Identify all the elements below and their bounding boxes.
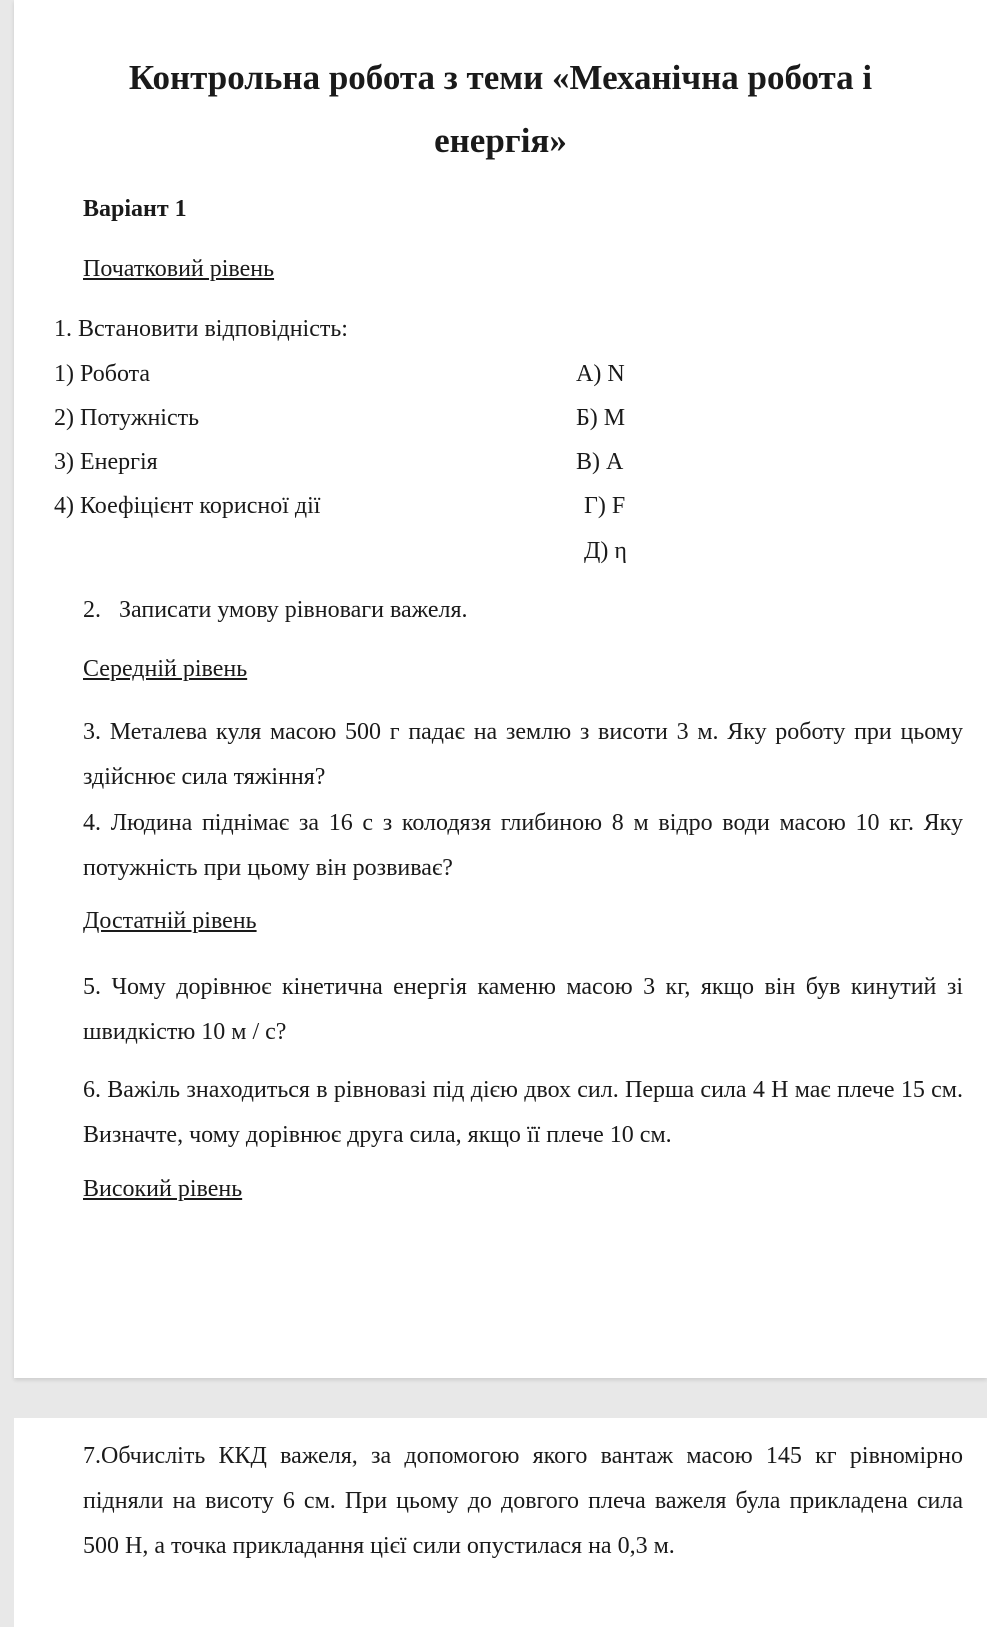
q1-prompt: 1. Встановити відповідність: bbox=[54, 316, 348, 342]
title-line-2: енергія» bbox=[434, 121, 567, 160]
q1-right-item: Д) η bbox=[584, 538, 627, 564]
q1-left-item: 1) Робота bbox=[54, 361, 151, 387]
q1-right-item: А) N bbox=[576, 361, 625, 387]
level-medium: Середній рівень bbox=[83, 656, 248, 682]
question-5: 5. Чому дорівнює кінетична енергія каменю масою 3 кг, якщо він був кинутий зі швидкістю 10 м / с? bbox=[83, 974, 963, 1045]
q1-right-item: В) A bbox=[576, 449, 624, 475]
q1-right-item: Г) F bbox=[584, 493, 626, 519]
q1-left-item: 4) Коефіцієнт корисної дії bbox=[54, 493, 321, 519]
level-sufficient: Достатній рівень bbox=[83, 908, 257, 934]
question-2: 2. Записати умову рівноваги важеля. bbox=[83, 597, 468, 623]
question-6: 6. Важіль знаходиться в рівновазі під дією двох сил. Перша сила 4 Н має плече 15 см. Визначте, чому дорівнює друга сила, якщо її плече 10 см. bbox=[83, 1077, 963, 1148]
level-initial: Початковий рівень bbox=[83, 256, 275, 282]
question-4: 4. Людина піднімає за 16 с з колодязя глибиною 8 м відро води масою 10 кг. Яку потужність при цьому він розвиває? bbox=[83, 810, 963, 881]
q1-right-item: Б) M bbox=[576, 405, 626, 431]
document-page-1 bbox=[14, 0, 987, 1378]
title-line-1: Контрольна робота з теми «Механічна робота і bbox=[128, 58, 873, 97]
q1-left-item: 2) Потужність bbox=[54, 405, 200, 431]
variant-label: Варіант 1 bbox=[83, 196, 187, 222]
question-3: 3. Металева куля масою 500 г падає на землю з висоти 3 м. Яку роботу при цьому здійснює сила тяжіння? bbox=[83, 719, 963, 790]
q1-left-item: 3) Енергія bbox=[54, 449, 158, 475]
document-page-2 bbox=[14, 1418, 987, 1627]
question-7: 7.Обчисліть ККД важеля, за допомогою якого вантаж масою 145 кг рівномірно підняли на висоту 6 см. При цьому до довгого плеча важеля була прикладена сила 500 Н, а точка прикладання цієї сили опустилася на 0,3 м. bbox=[83, 1443, 963, 1559]
level-high: Високий рівень bbox=[83, 1176, 243, 1202]
